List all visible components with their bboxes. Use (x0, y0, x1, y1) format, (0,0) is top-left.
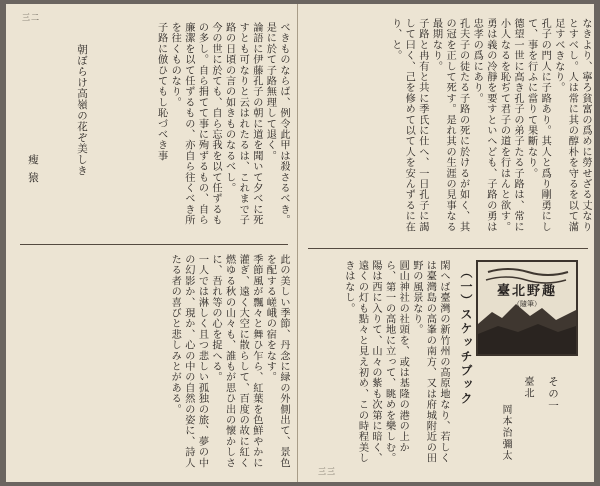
author-name: 岡本治彌太 (500, 404, 511, 462)
title-illustration (476, 260, 578, 356)
right-upper-paragraph: なきより、寧ろ貧富の爲めに勞せざる丈なりとすべし。人は常に其の醇朴を守るを以て滿足すべきなり。 孔子の門人に子路あり。其人と爲り剛勇にして、事を行ふに當りて果斷なり。 德望一世に高き孔子の弟子たる子路は、常に小人なるを恥ぢて君子の道を行はんと欲す。勇は義の冷靜を要すといへども、子路の勇は忠孝の爲にあり。 孔夫子の徒たる子路の死に於けるが如く、其の冠を正して死す。是れ其の生涯の見事なる最期なり。 子路と冉有と共に季氏に仕へ、一日孔子に謁して曰く、己を修めて以て人を安んずるに在り、と。 (389, 18, 591, 232)
section-heading: （一）スケッチブック (459, 266, 473, 406)
book-spread (6, 4, 594, 482)
column-divider (308, 248, 588, 249)
haiku-author: 瘦 猿 (27, 154, 39, 185)
essay-subtitle: （隨筆） (513, 300, 541, 308)
haiku-line: 朝ぼらけ高嶺の花ぞ美しき (76, 44, 88, 176)
right-page (298, 4, 594, 482)
right-body-paragraph: 閑へば臺灣の新竹州の高原地なり、若しくは臺灣島の高峯の南方、又は府城附近の田野の風景なり。 圓山神社の社頭を、或は基隆の港の上から、第一の高地に立って、眺めを樂しむ。 陽は西に入りて、山々の紫も次第に暗く、遠くの灯も點々と見え初め、この時程美しきはなし。 (342, 260, 449, 464)
page-number-right: 三三 (318, 467, 336, 476)
haiku-block (50, 44, 124, 234)
essay-title: 臺北野趣 (496, 284, 557, 299)
page-number-left: 三二 (22, 13, 40, 22)
left-upper-paragraph: べきものならば、例令此甲は殺さるべき。是に於て子路無理して退く。 論語に伊藤孔子の朝に道を聞いて夕べに死すとも可なりと云はれたるは、これまで子路の日頃の言の如きものなるべし。 今の世に於ても、自ら忘我を以て任ずるもの多し。自ら捐てて事に殉ずるもの、自ら廉潔を以て任ずるもの、亦自ら往くべき所を往くものなり。 子路に倣ひてもし恥づべき事 (155, 22, 289, 226)
column-divider (20, 244, 288, 245)
author-place: 臺北 (522, 376, 533, 399)
essay-section-number: その一 (547, 376, 559, 412)
left-lower-paragraph: 此の美しい季節、丹念に緑の外側出て、景色を配する嵯峨の宿をなす。 季節風が飄々と舞ひ乍ら、紅葉を色鮮やかに灌ぎ、遠く大空に散らして、百度の故に紅く燃ゆる秋の山々も、誰もが思ひ出の懐かしさに、吾れ等の心を捉へる。 一人では淋しく且つ悲しい孤独の旅、夢の中の幻影か、現か、心の中の自然の姿に、詩人たる者の喜びと悲しみとがある。 (169, 254, 289, 468)
left-page (6, 4, 298, 482)
